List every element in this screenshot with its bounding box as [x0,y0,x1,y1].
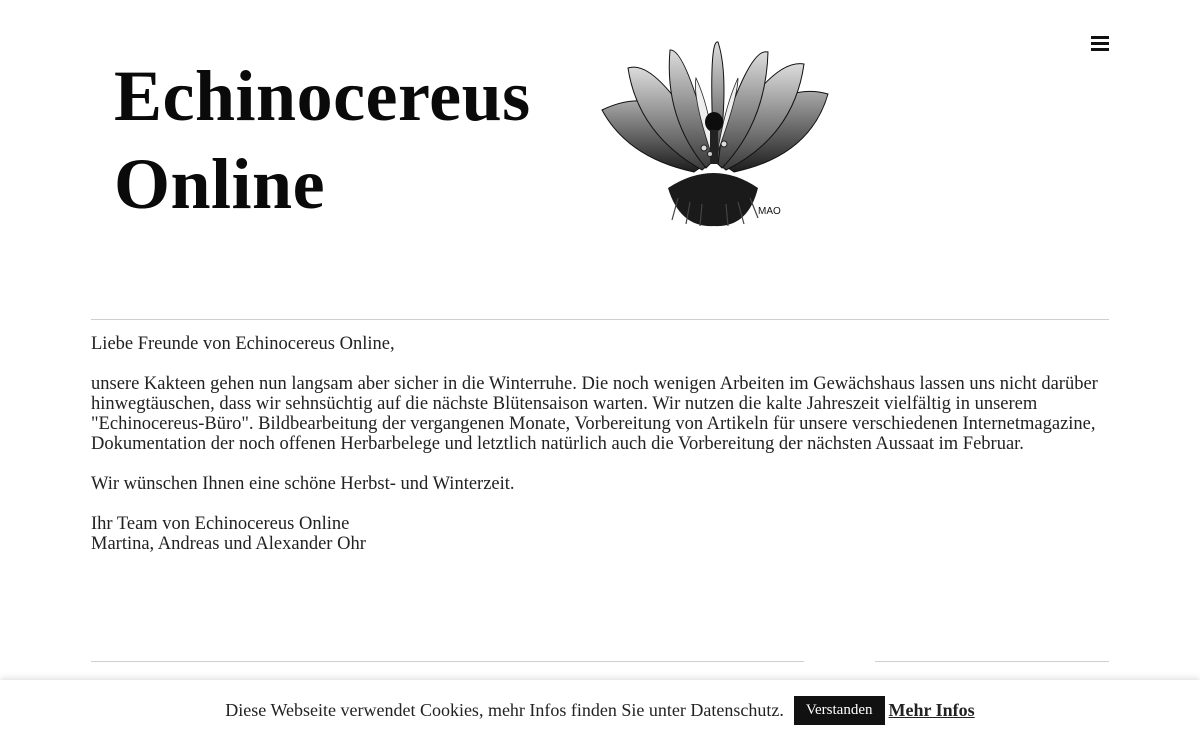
wishes-paragraph: Wir wünschen Ihnen eine schöne Herbst- und Winterzeit. [91,474,515,494]
cactus-flower-logo [598,38,830,230]
main-content [91,334,1113,574]
menu-bar [1091,48,1109,51]
site-title-line2: Online [114,144,326,224]
cookie-banner [0,680,1200,740]
hamburger-menu-icon[interactable] [1088,32,1112,54]
cookie-more-info-link[interactable]: Mehr Infos [888,699,975,720]
menu-bar [1091,36,1109,39]
signoff-team: Ihr Team von Echinocereus Online [91,514,350,534]
site-title-line1: Echinocereus [114,56,531,136]
footer-divider-left [91,661,804,662]
signoff-names: Martina, Andreas und Alexander Ohr [91,534,366,554]
footer-divider-right [875,661,1109,662]
signoff [91,514,1113,554]
cookie-notice-text: Diese Webseite verwendet Cookies, mehr Infos finden Sie unter Datenschutz. [225,699,784,720]
menu-bar [1091,42,1109,45]
flower-signature: MAO [758,206,781,217]
cookie-accept-button[interactable]: Verstanden [794,696,885,725]
content-top-divider [91,319,1109,320]
site-logo-title[interactable] [114,52,531,228]
intro-paragraph: unsere Kakteen gehen nun langsam aber sicher in die Winterruhe. Die noch wenigen Arbeiten im Gewächshaus lassen uns nicht darüber hinwegtäuschen, dass wir sehnsüchtig auf die nächste Blütensaison warten. Wir nutzen die kalte Jahreszeit vielfältig in unserem "Echinocereus-Büro". Bildbearbeitung der vergangenen Monate, Vorbereitung von Artikeln für unsere verschiedenen Internetmagazine, Dokumentation der noch offenen Herbarbelege und letztlich natürlich auch die Vorbereitung der nächsten Aussaat im Februar. [91,374,1098,454]
greeting: Liebe Freunde von Echinocereus Online, [91,334,395,354]
flower-body [668,173,758,226]
